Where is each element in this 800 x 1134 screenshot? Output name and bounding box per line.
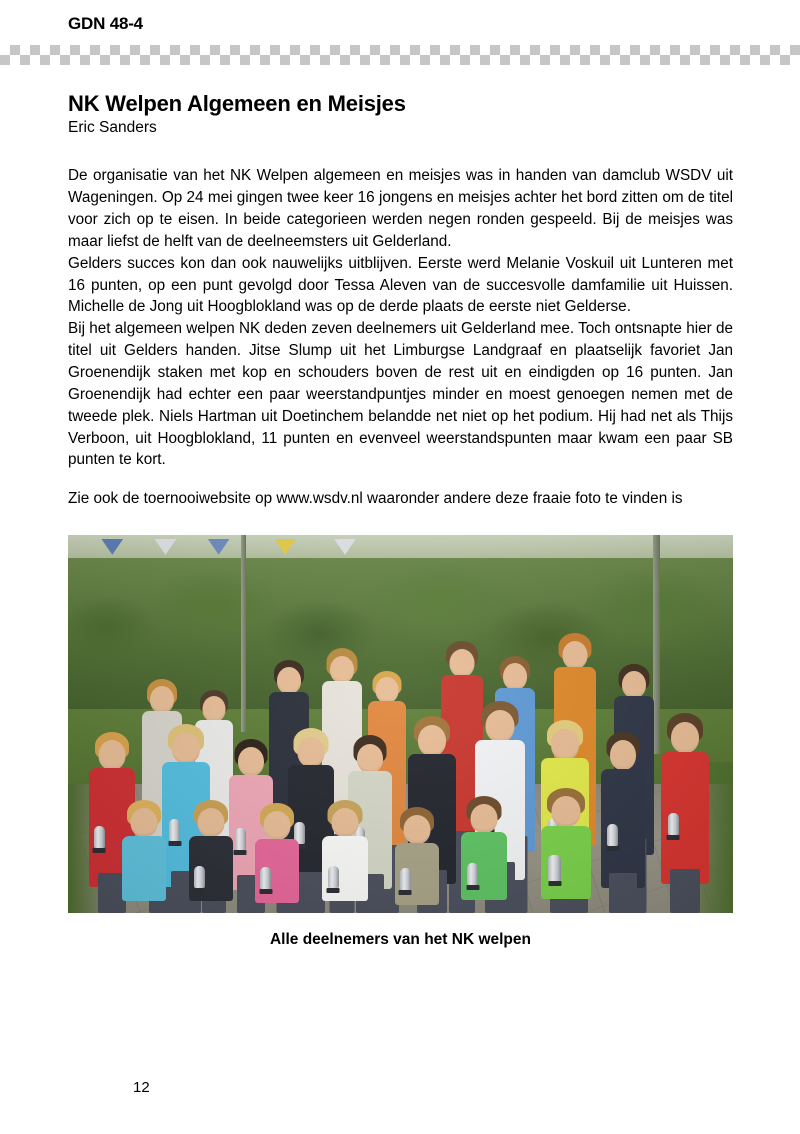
photo-person (660, 713, 710, 913)
group-photo (68, 535, 733, 913)
photo-person-kneeling (188, 800, 234, 913)
article-paragraph-2: Gelders succes kon dan ook nauwelijks uitblijven. Eerste werd Melanie Voskuil uit Lunteren met 16 punten, op een punt gevolgd door Tessa Aleven van de succesvolle damfamilie uit Huissen. Michelle de Jong uit Hoogblokland was op de derde plaats de eerste niet Gelderse. (68, 254, 733, 316)
photo-person (600, 732, 646, 913)
article-paragraph-3: Bij het algemeen welpen NK deden zeven deelnemers uit Gelderland mee. Toch ontsnapte hier de titel uit Gelders handen. Jitse Slump uit het Limburgse Landgraaf en plaatselijk favoriet Jan Groenendijk staken met kop en schouders boven de rest uit en eindigden op 16 punten. Jan Groenendijk had echter een paar weerstandpuntjes minder en moest genoegen nemen met de tweede plek. Niels Hartman uit Doetinchem belandde net niet op het podium. Hij had net als Thijs Verboon, uit Hoogblokland, 11 punten en evenveel weerstandspunten maar kwam een paar SB punten te kort. (68, 320, 733, 469)
photo-person-kneeling (460, 796, 508, 913)
page-number: 12 (133, 1079, 150, 1096)
article-title: NK Welpen Algemeen en Meisjes (68, 91, 406, 116)
photo-person-kneeling (321, 800, 369, 913)
checkered-rule-divider (0, 45, 800, 65)
photo-person-kneeling (254, 803, 300, 913)
article-author: Eric Sanders (68, 118, 157, 136)
article-paragraph-1: De organisatie van het NK Welpen algemeen en meisjes was in handen van damclub WSDV uit Wageningen. Op 24 mei gingen twee keer 16 jongens en meisjes achter het bord zitten om de titel voor zich op te eisen. In beide categorieen werden negen ronden gespeeld. Bij de meisjes was maar liefst de helft van de deelneemsters uit Gelderland. (68, 167, 733, 250)
running-header: GDN 48-4 (68, 14, 143, 33)
photo-person-kneeling (394, 807, 440, 913)
article-body (68, 92, 733, 510)
photo-person-kneeling (540, 788, 592, 913)
photo-fence-pole (241, 535, 246, 732)
photo-scene (68, 535, 733, 913)
photo-person-kneeling (121, 800, 167, 913)
article-paragraph-4: Zie ook de toernooiwebsite op www.wsdv.nl waaronder andere deze fraaie foto te vinden is (68, 490, 683, 508)
photo-caption: Alle deelnemers van het NK welpen (269, 931, 531, 948)
